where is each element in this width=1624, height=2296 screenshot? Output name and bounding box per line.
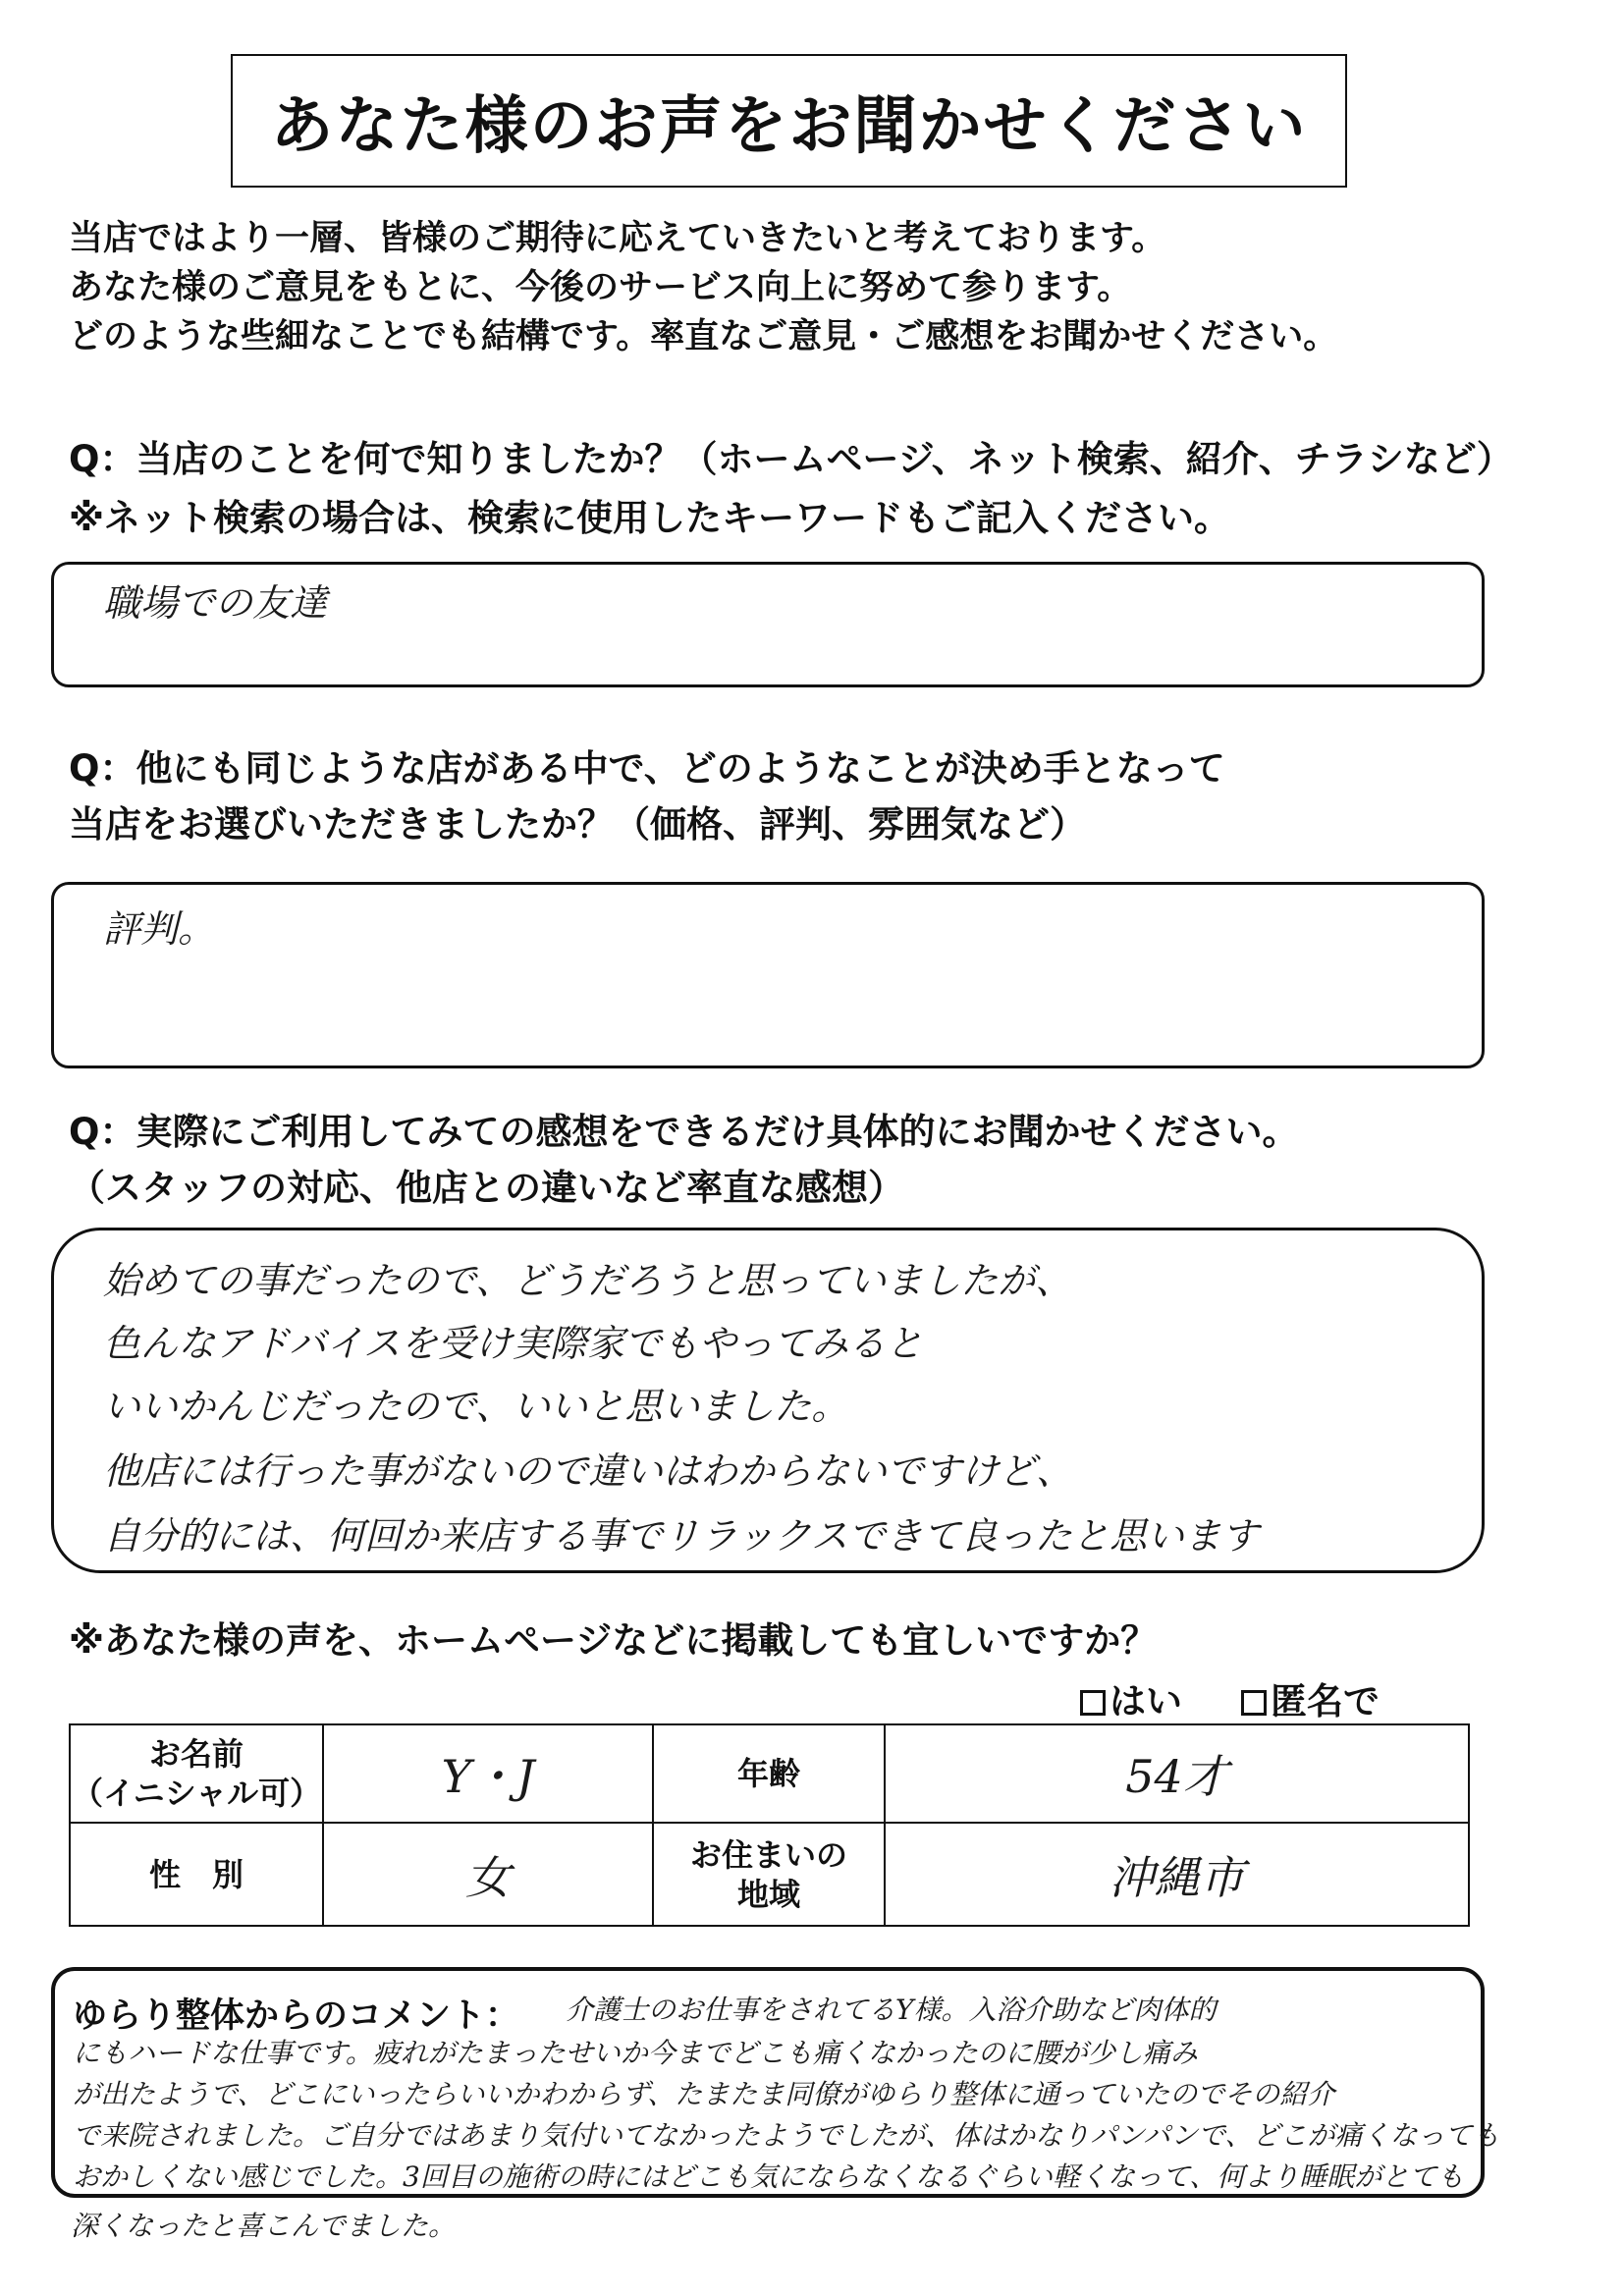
intro-line: 当店ではより一層、皆様のご期待に応えていきたいと考えております。 <box>69 219 1166 258</box>
area-label <box>653 1823 885 1926</box>
q1-question: Q：当店のことを何で知りましたか？（ホームページ、ネット検索、紹介、チラシなど） <box>69 438 1513 480</box>
customer-info-table <box>69 1723 1470 1927</box>
staff-comment-line: で来院されました。ご自分ではあまり気付いてなかったようでしたが、体はかなりパンパンで、どこが痛くなっても <box>73 2119 1500 2152</box>
staff-comment-box <box>51 1967 1500 2198</box>
q3-answer-line: 他店には行った事がないので違いはわからないですけど、 <box>103 1449 1074 1493</box>
q2-question: Q：他にも同じような店がある中で、どのようなことが決め手となって <box>69 747 1225 790</box>
age-label: 年齢 <box>653 1724 885 1823</box>
staff-comment-line: おかしくない感じでした。3回目の施術の時にはどこも気にならなくなるぐらい軽くなって、何より睡眠がとても <box>73 2160 1465 2193</box>
publish-options <box>1080 1671 1380 1724</box>
q3-answer-box <box>51 1228 1485 1573</box>
q2-answer-box <box>51 882 1485 1068</box>
name-label-sub: （イニシャル可） <box>72 1775 322 1812</box>
intro-text <box>69 214 1561 361</box>
option-yes-label: はい <box>1110 1680 1182 1722</box>
q2-question-cont: 当店をお選びいただきましたか？（価格、評判、雰囲気など） <box>69 803 1086 846</box>
staff-comment-label: ゆらり整体からのコメント： <box>73 1996 520 2036</box>
q2-answer: 評判。 <box>103 907 216 951</box>
q3-answer-line: 始めての事だったので、どうだろうと思っていましたが、 <box>103 1259 1073 1302</box>
area-label-sub: 地域 <box>736 1875 800 1913</box>
name-value: Y・J <box>323 1724 653 1823</box>
q1-note: ※ネット検索の場合は、検索に使用したキーワードもご記入ください。 <box>69 497 1230 539</box>
age-value: 54才 <box>885 1724 1469 1823</box>
q3-note: （スタッフの対応、他店との違いなど率直な感想） <box>69 1167 904 1209</box>
staff-comment-line: 深くなったと喜こんでました。 <box>71 2210 457 2242</box>
area-label-main: お住まいの <box>689 1835 847 1874</box>
q1-answer-box <box>51 562 1485 687</box>
publish-question: ※あなた様の声を、ホームページなどに掲載しても宜しいですか？ <box>69 1619 1158 1662</box>
option-anonymous[interactable] <box>1241 1671 1380 1724</box>
q1-answer: 職場での友達 <box>103 581 328 625</box>
q3-answer-line: 色んなアドバイスを受け実際家でもやってみると <box>103 1322 923 1365</box>
gender-value: 女 <box>323 1823 653 1926</box>
name-label-main: お名前 <box>148 1735 244 1773</box>
name-label <box>70 1724 323 1823</box>
staff-comment-line: にもハードな仕事です。疲れがたまったせいか今までどこも痛くなかったのに腰が少し痛み <box>73 2037 1198 2069</box>
form-title: あなた様のお声をお聞かせください <box>231 54 1347 188</box>
staff-comment-line: が出たようで、どこにいったらいいかわからず、たまたま同僚がゆらり整体に通っていたのでその紹介 <box>73 2078 1335 2110</box>
area-value: 沖縄市 <box>885 1823 1469 1926</box>
intro-line: どのような些細なことでも結構です。率直なご意見・ご感想をお聞かせください。 <box>69 317 1338 356</box>
q3-answer-line: 自分的には、何回か来店する事でリラックスできて良ったと思います <box>103 1514 1259 1558</box>
intro-line: あなた様のご意見をもとに、今後のサービス向上に努めて参ります。 <box>69 268 1132 307</box>
option-anonymous-label: 匿名で <box>1271 1680 1380 1722</box>
option-yes[interactable] <box>1080 1671 1182 1724</box>
checkbox-icon[interactable] <box>1080 1690 1106 1716</box>
checkbox-icon[interactable] <box>1241 1690 1267 1716</box>
gender-label: 性 別 <box>70 1823 323 1926</box>
staff-comment-line: 介護士のお仕事をされてるY様。入浴介助など肉体的 <box>566 1994 1217 2026</box>
q3-answer-line: いいかんじだったので、いいと思いました。 <box>103 1385 849 1428</box>
q3-question: Q：実際にご利用してみての感想をできるだけ具体的にお聞かせください。 <box>69 1111 1299 1153</box>
